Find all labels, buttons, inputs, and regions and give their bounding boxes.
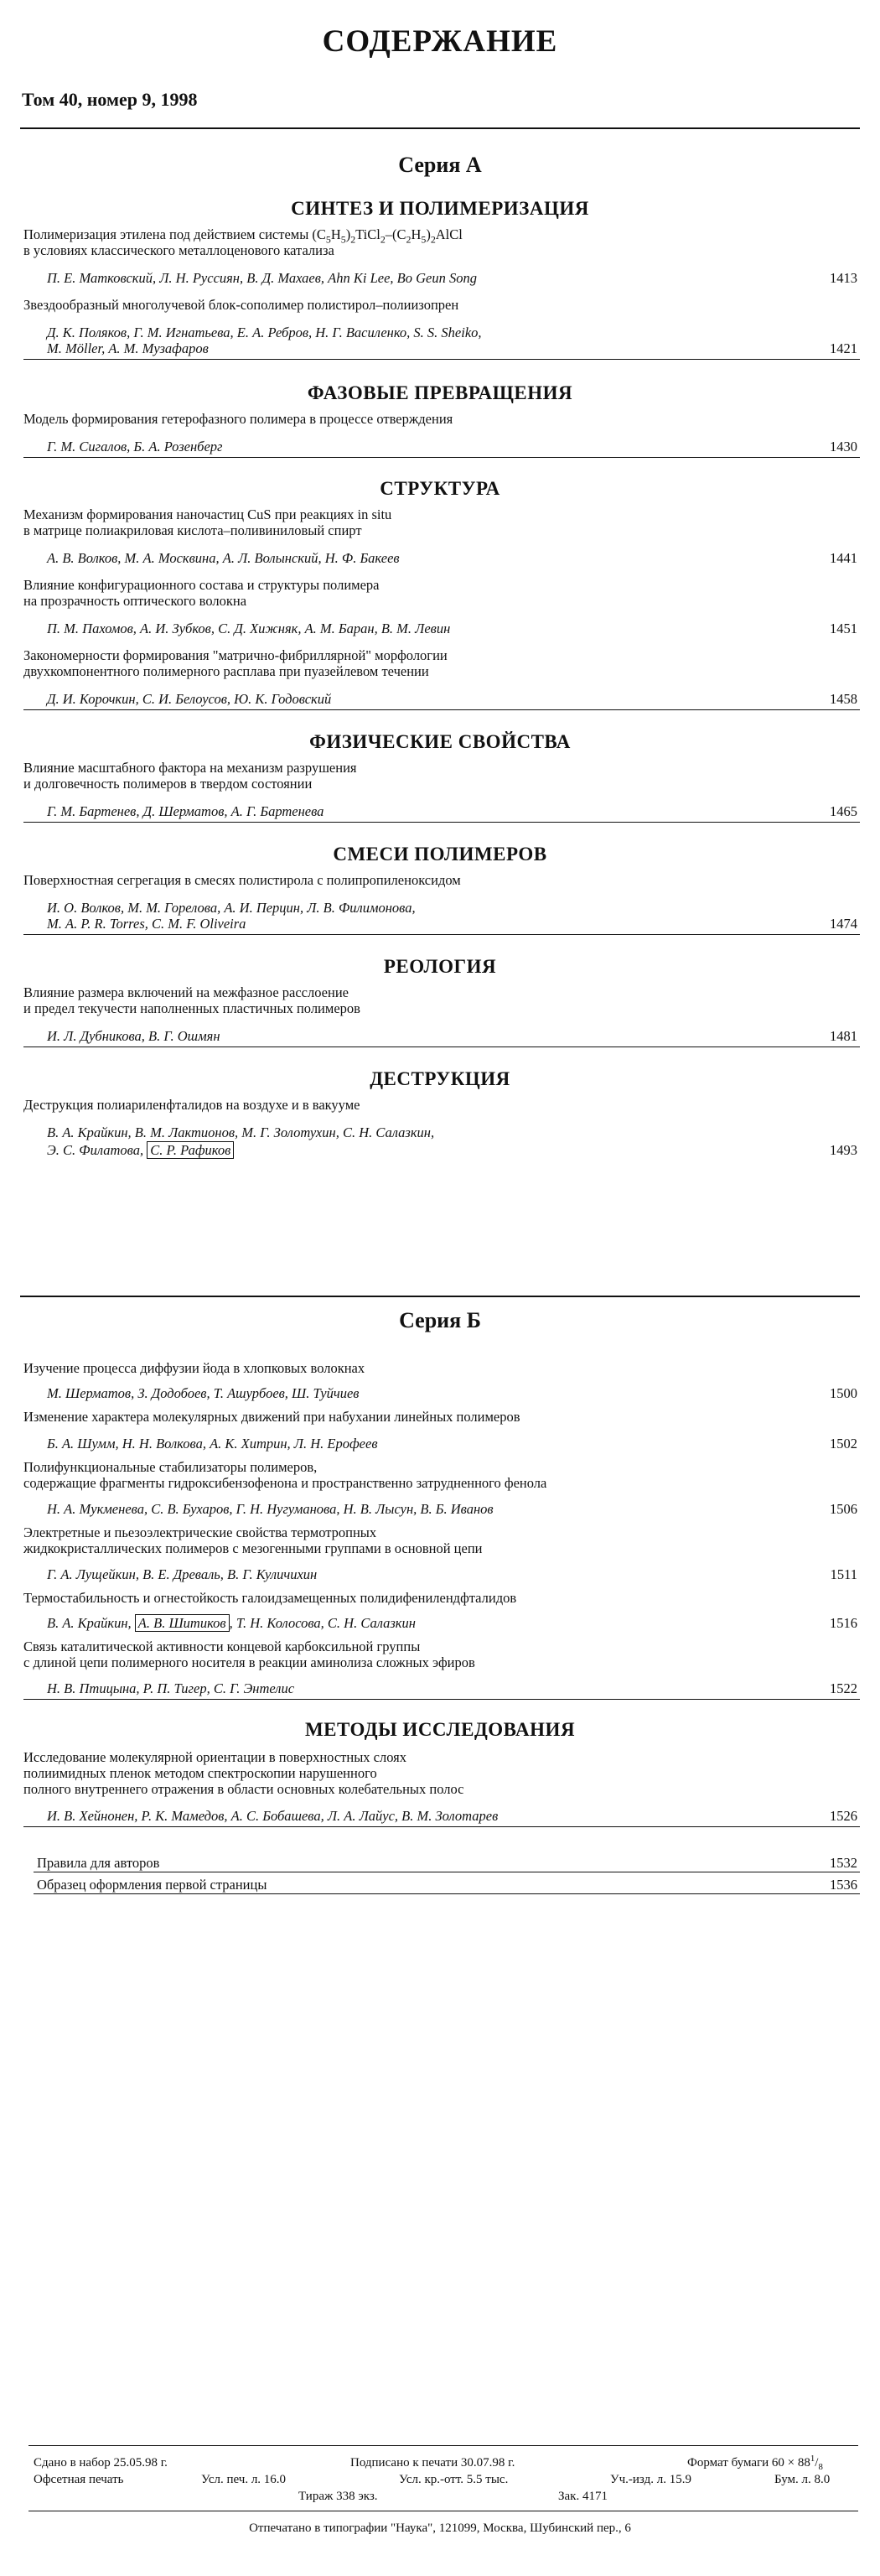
series-a-title: Серия А xyxy=(398,153,482,177)
imprint-print-type: Офсетная печать xyxy=(34,2473,124,2486)
imprint-format: Формат бумаги $60 \times 88^1/_8$ xyxy=(687,2454,823,2472)
header-rule xyxy=(20,127,860,129)
deceased-author-box: С. Р. Рафиков xyxy=(147,1141,234,1159)
entry-title: Полимеризация этилена под действием системы $(C_5H_5)_2TiCl_2-(C_2H_5)_2AlCl$ xyxy=(23,226,463,246)
entry-underline xyxy=(23,822,860,823)
entry-title: жидкокристаллических полимеров с мезогенными группами в основной цепи xyxy=(23,1540,483,1556)
series-b-rule xyxy=(20,1296,860,1297)
entry-title: в условиях классического металлоценового катализа xyxy=(23,242,334,258)
entry-page: 1413 xyxy=(830,270,857,286)
deceased-author-box: А. В. Шитиков xyxy=(135,1614,230,1632)
entry-title: Звездообразный многолучевой блок-сополимер полистирол–полиизопрен xyxy=(23,297,459,313)
entry-underline xyxy=(23,1699,860,1700)
entry-title: Изменение характера молекулярных движений при набухании линейных полимеров xyxy=(23,1409,520,1425)
extra-label: Правила для авторов xyxy=(37,1855,160,1871)
section-title: МЕТОДЫ ИССЛЕДОВАНИЯ xyxy=(304,1719,576,1740)
entry-authors: Г. М. Сигалов, Б. А. Розенберг xyxy=(47,439,223,454)
entry-page: 1502 xyxy=(830,1436,857,1452)
entry-title: Электретные и пьезоэлектрические свойства термотропных xyxy=(23,1524,377,1540)
imprint-usl-kr: Усл. кр.-отт. 5.5 тыс. xyxy=(399,2473,509,2486)
imprint-sent: Сдано в набор 25.05.98 г. xyxy=(34,2456,168,2470)
entry-underline xyxy=(23,1826,860,1827)
entry-authors: П. Е. Матковский, Л. Н. Руссиян, В. Д. Махаев, Ahn Ki Lee, Bo Geun Song xyxy=(47,270,477,286)
imprint-zak: Зак. 4171 xyxy=(558,2490,608,2503)
entry-page: 1511 xyxy=(830,1566,857,1582)
entry-authors: И. О. Волков, М. М. Горелова, А. И. Перцин, Л. В. Филимонова, xyxy=(47,900,416,916)
entry-title: Влияние размера включений на межфазное расслоение xyxy=(23,984,349,1000)
entry-authors: В. А. Крайкин, А. В. Шитиков , Т. Н. Колосова, С. Н. Салазкин xyxy=(47,1615,416,1631)
section-title: РЕОЛОГИЯ xyxy=(383,956,497,977)
entry-page: 1493 xyxy=(830,1142,857,1158)
entry-underline xyxy=(23,934,860,935)
series-b-title: Серия Б xyxy=(399,1308,481,1332)
entry-title: и долговечность полимеров в твердом состоянии xyxy=(23,776,313,792)
imprint-signed: Подписано к печати 30.07.98 г. xyxy=(350,2456,515,2470)
entry-title: Исследование молекулярной ориентации в поверхностных слоях xyxy=(23,1749,406,1765)
section-title: ФИЗИЧЕСКИЕ СВОЙСТВА xyxy=(309,731,571,752)
entry-page: 1536 xyxy=(830,1877,857,1893)
entry-title: на прозрачность оптического волокна xyxy=(23,593,247,609)
entry-title: двухкомпонентного полимерного расплава при пуазейлевом течении xyxy=(23,663,429,679)
entry-title: Закономерности формирования "матрично-фибриллярной" морфологии xyxy=(23,647,448,663)
entry-page: 1430 xyxy=(830,439,857,454)
entry-title: Термостабильность и огнестойкость галоидзамещенных полидифенилендфталидов xyxy=(23,1590,517,1606)
section-title: СМЕСИ ПОЛИМЕРОВ xyxy=(333,844,547,865)
entry-authors: Г. М. Бартенев, Д. Шерматов, А. Г. Бартенева xyxy=(47,803,324,819)
entry-authors: М. Шерматов, З. Додобоев, Т. Ашурбоев, Ш. Туйчиев xyxy=(47,1385,360,1401)
imprint-usl-pech: Усл. печ. л. 16.0 xyxy=(201,2473,287,2486)
entry-authors: А. В. Волков, М. А. Москвина, А. Л. Волынский, Н. Ф. Бакеев xyxy=(47,550,400,566)
entry-title: Поверхностная сегрегация в смесях полистирола с полипропиленоксидом xyxy=(23,872,461,888)
entry-page: 1532 xyxy=(830,1855,857,1871)
entry-page: 1451 xyxy=(830,621,857,636)
entry-authors: Н. В. Птицына, Р. П. Тигер, С. Г. Энтелис xyxy=(47,1680,295,1696)
entry-page: 1458 xyxy=(830,691,857,707)
entry-page: 1506 xyxy=(830,1501,857,1517)
entry-authors: M. Möller, А. М. Музафаров xyxy=(47,340,209,356)
entry-authors: И. Л. Дубникова, В. Г. Ошмян xyxy=(47,1028,220,1044)
entry-page: 1441 xyxy=(830,550,857,566)
entry-title: Полифункциональные стабилизаторы полимеров, xyxy=(23,1459,318,1475)
entry-page: 1474 xyxy=(830,916,857,932)
entry-title: Влияние конфигурационного состава и структуры полимера xyxy=(23,577,380,593)
entry-page: 1516 xyxy=(830,1615,857,1631)
entry-title: Механизм формирования наночастиц CuS при реакциях in situ xyxy=(23,506,392,522)
entry-page: 1481 xyxy=(830,1028,857,1044)
entry-page: 1522 xyxy=(830,1680,857,1696)
entry-title: Влияние масштабного фактора на механизм разрушения xyxy=(23,760,357,776)
entry-authors: Н. А. Мукменева, С. В. Бухаров, Г. Н. Нугуманова, Н. В. Лысун, В. Б. Иванов xyxy=(47,1501,494,1517)
entry-page: 1421 xyxy=(830,340,857,356)
imprint-top-rule xyxy=(28,2445,858,2446)
entry-page: 1526 xyxy=(830,1808,857,1824)
entry-authors: Б. А. Шумм, Н. Н. Волкова, А. К. Хитрин, Л. Н. Ерофеев xyxy=(47,1436,378,1452)
entry-page: 1465 xyxy=(830,803,857,819)
section-title: ДЕСТРУКЦИЯ xyxy=(370,1068,510,1089)
entry-authors: Э. С. Филатова, С. Р. Рафиков xyxy=(47,1142,784,1158)
extra-label: Образец оформления первой страницы xyxy=(37,1877,267,1893)
entry-title: Модель формирования гетерофазного полимера в процессе отверждения xyxy=(23,411,453,427)
page-title: СОДЕРЖАНИЕ xyxy=(322,24,558,59)
entry-title: полного внутреннего отражения в области основных колебательных полос xyxy=(23,1781,464,1797)
entry-authors: Г. А. Лущейкин, В. Е. Древаль, В. Г. Куличихин xyxy=(47,1566,318,1582)
entry-authors: П. М. Пахомов, А. И. Зубков, С. Д. Хижняк, А. М. Баран, В. М. Левин xyxy=(47,621,451,636)
entry-title: и предел текучести наполненных пластичных полимеров xyxy=(23,1000,360,1016)
section-title: СТРУКТУРА xyxy=(380,478,500,499)
entry-underline xyxy=(23,457,860,458)
entry-underline xyxy=(23,359,860,360)
section-title: ФАЗОВЫЕ ПРЕВРАЩЕНИЯ xyxy=(307,382,573,403)
entry-underline xyxy=(34,1893,860,1894)
entry-title: Изучение процесса диффузии йода в хлопковых волокнах xyxy=(23,1360,365,1376)
section-title: СИНТЕЗ И ПОЛИМЕРИЗАЦИЯ xyxy=(291,198,589,219)
entry-title: Деструкция полиариленфталидов на воздухе и в вакууме xyxy=(23,1097,360,1113)
entry-underline xyxy=(23,709,860,710)
imprint-tirazh: Тираж 338 экз. xyxy=(298,2490,378,2503)
entry-title: Связь каталитической активности концевой карбоксильной группы xyxy=(23,1639,421,1654)
entry-title: полиимидных пленок методом спектроскопии нарушенного xyxy=(23,1765,377,1781)
entry-title: с длиной цепи полимерного носителя в реакции аминолиза сложных эфиров xyxy=(23,1654,475,1670)
volume-info: Том 40, номер 9, 1998 xyxy=(22,89,198,110)
entry-authors: В. А. Крайкин, В. М. Лактионов, М. Г. Золотухин, С. Н. Салазкин, xyxy=(47,1124,435,1140)
imprint-uch-izd: Уч.-изд. л. 15.9 xyxy=(610,2473,691,2486)
entry-page: 1500 xyxy=(830,1385,857,1401)
entry-authors: М. A. P. R. Torres, C. M. F. Oliveira xyxy=(47,916,246,932)
entry-title: в матрице полиакриловая кислота–поливиниловый спирт xyxy=(23,522,362,538)
entry-underline xyxy=(23,1046,860,1047)
imprint-printed-by: Отпечатано в типографии "Наука", 121099, Москва, Шубинский пер., 6 xyxy=(249,2521,631,2535)
imprint-bum: Бум. л. 8.0 xyxy=(774,2473,831,2486)
entry-authors: Д. К. Поляков, Г. М. Игнатьева, Е. А. Ребров, Н. Г. Василенко, S. S. Sheiko, xyxy=(47,325,482,340)
entry-authors: И. В. Хейнонен, Р. К. Мамедов, А. С. Бобашева, Л. А. Лайус, В. М. Золотарев xyxy=(47,1808,499,1824)
entry-title: содержащие фрагменты гидроксибензофенона и пространственно затрудненного фенола xyxy=(23,1475,547,1491)
entry-authors: Д. И. Корочкин, С. И. Белоусов, Ю. К. Годовский xyxy=(47,691,332,707)
